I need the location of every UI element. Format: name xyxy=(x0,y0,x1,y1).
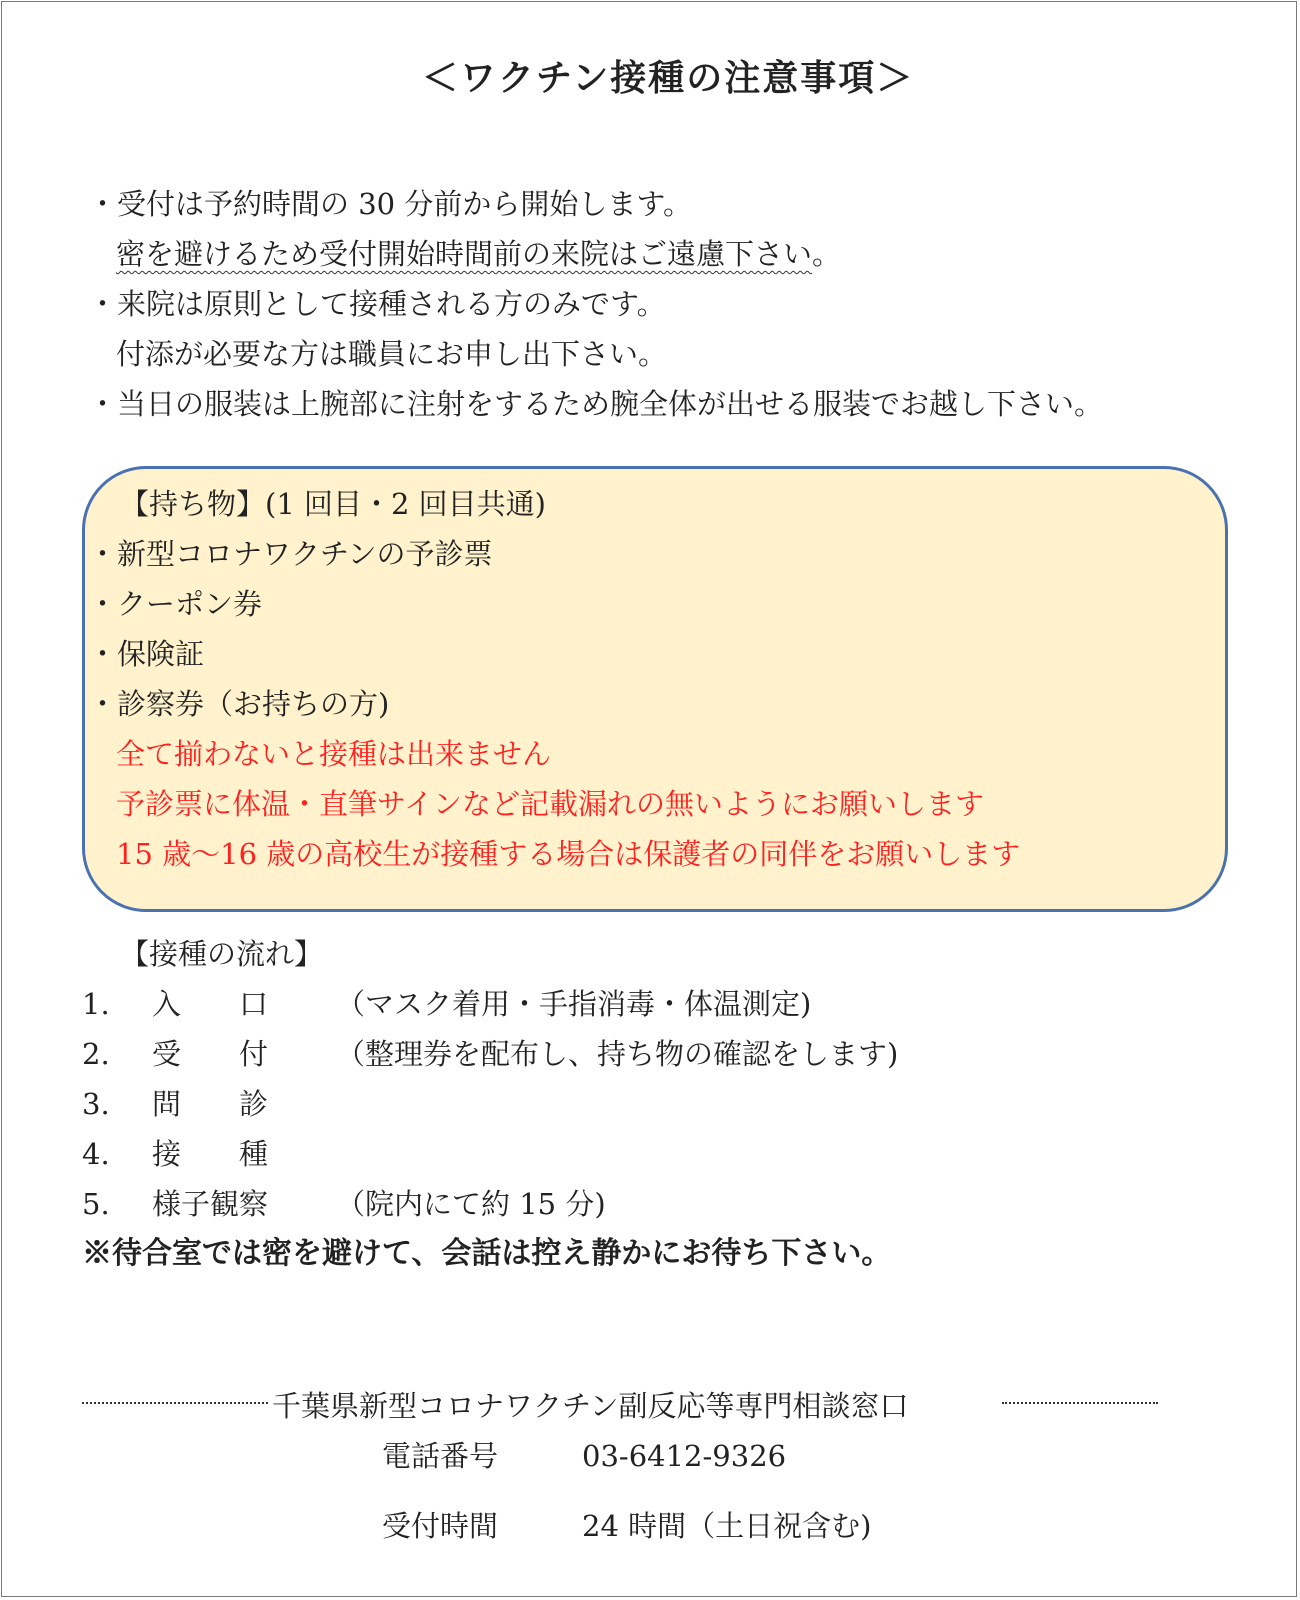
flow-step-label: 様子観察 xyxy=(152,1187,269,1221)
belongings-item: ・保険証 xyxy=(88,637,205,671)
flow-step-number: 5. xyxy=(82,1187,110,1221)
note-companion: 付添が必要な方は職員にお申し出下さい。 xyxy=(116,337,668,371)
flow-heading: 【接種の流れ】 xyxy=(120,937,324,971)
flow-step-number: 4. xyxy=(82,1137,110,1171)
flow-step-number: 2. xyxy=(82,1037,110,1071)
hours-label: 受付時間 xyxy=(382,1509,499,1543)
contact-hours-row xyxy=(382,1508,871,1544)
flow-step-detail: （マスク着用・手指消毒・体温測定) xyxy=(336,987,812,1021)
notice-page xyxy=(1,1,1297,1597)
flow-step-label: 受 付 xyxy=(152,1037,269,1071)
belongings-warning: 全て揃わないと接種は出来ません xyxy=(116,737,552,771)
note-clothing: ・当日の服装は上腕部に注射をするため腕全体が出せる服装でお越し下さい。 xyxy=(88,387,1104,421)
dotted-divider-right xyxy=(1002,1402,1158,1406)
phone-label: 電話番号 xyxy=(382,1439,499,1473)
note-avoid-crowd xyxy=(116,236,841,272)
flow-step-number: 3. xyxy=(82,1087,110,1121)
contact-title: 千葉県新型コロナワクチン副反応等専門相談窓口 xyxy=(272,1389,909,1423)
waiting-room-notice: ※待合室では密を避けて、会話は控え静かにお待ち下さい。 xyxy=(82,1236,892,1271)
note-visit-rule: ・来院は原則として接種される方のみです。 xyxy=(88,287,666,321)
page-title: ＜ワクチン接種の注意事項＞ xyxy=(422,57,915,99)
flow-step xyxy=(82,986,811,1022)
flow-step-label: 入 口 xyxy=(152,987,269,1021)
belongings-item: ・診察券（お持ちの方) xyxy=(88,687,390,721)
flow-step-label: 接 種 xyxy=(152,1137,269,1171)
flow-step xyxy=(82,1086,336,1122)
belongings-warning: 予診票に体温・直筆サインなど記載漏れの無いようにお願いします xyxy=(116,787,984,821)
flow-step xyxy=(82,1036,898,1072)
flow-step xyxy=(82,1186,606,1222)
dotted-divider-left xyxy=(82,1402,268,1406)
hours-value: 24 時間（土日祝含む) xyxy=(582,1509,872,1543)
belongings-item: ・クーポン券 xyxy=(88,587,263,621)
flow-step-number: 1. xyxy=(82,987,110,1021)
belongings-heading: 【持ち物】(1 回目・2 回目共通) xyxy=(120,487,546,521)
belongings-warning: 15 歳～16 歳の高校生が接種する場合は保護者の同伴をお願いします xyxy=(116,837,1021,871)
flow-step-label: 問 診 xyxy=(152,1087,269,1121)
flow-step-detail: （整理券を配布し、持ち物の確認をします) xyxy=(336,1037,899,1071)
flow-step-detail: （院内にて約 15 分) xyxy=(336,1187,606,1221)
flow-step xyxy=(82,1136,336,1172)
note-avoid-crowd-period: 。 xyxy=(812,237,842,271)
note-avoid-crowd-text: 密を避けるため受付開始時間前の来院はご遠慮下さい xyxy=(116,237,813,271)
note-reception-start: ・受付は予約時間の 30 分前から開始します。 xyxy=(88,187,693,221)
belongings-item: ・新型コロナワクチンの予診票 xyxy=(88,537,493,571)
contact-phone-row xyxy=(382,1438,786,1474)
phone-number: 03-6412-9326 xyxy=(582,1439,787,1473)
